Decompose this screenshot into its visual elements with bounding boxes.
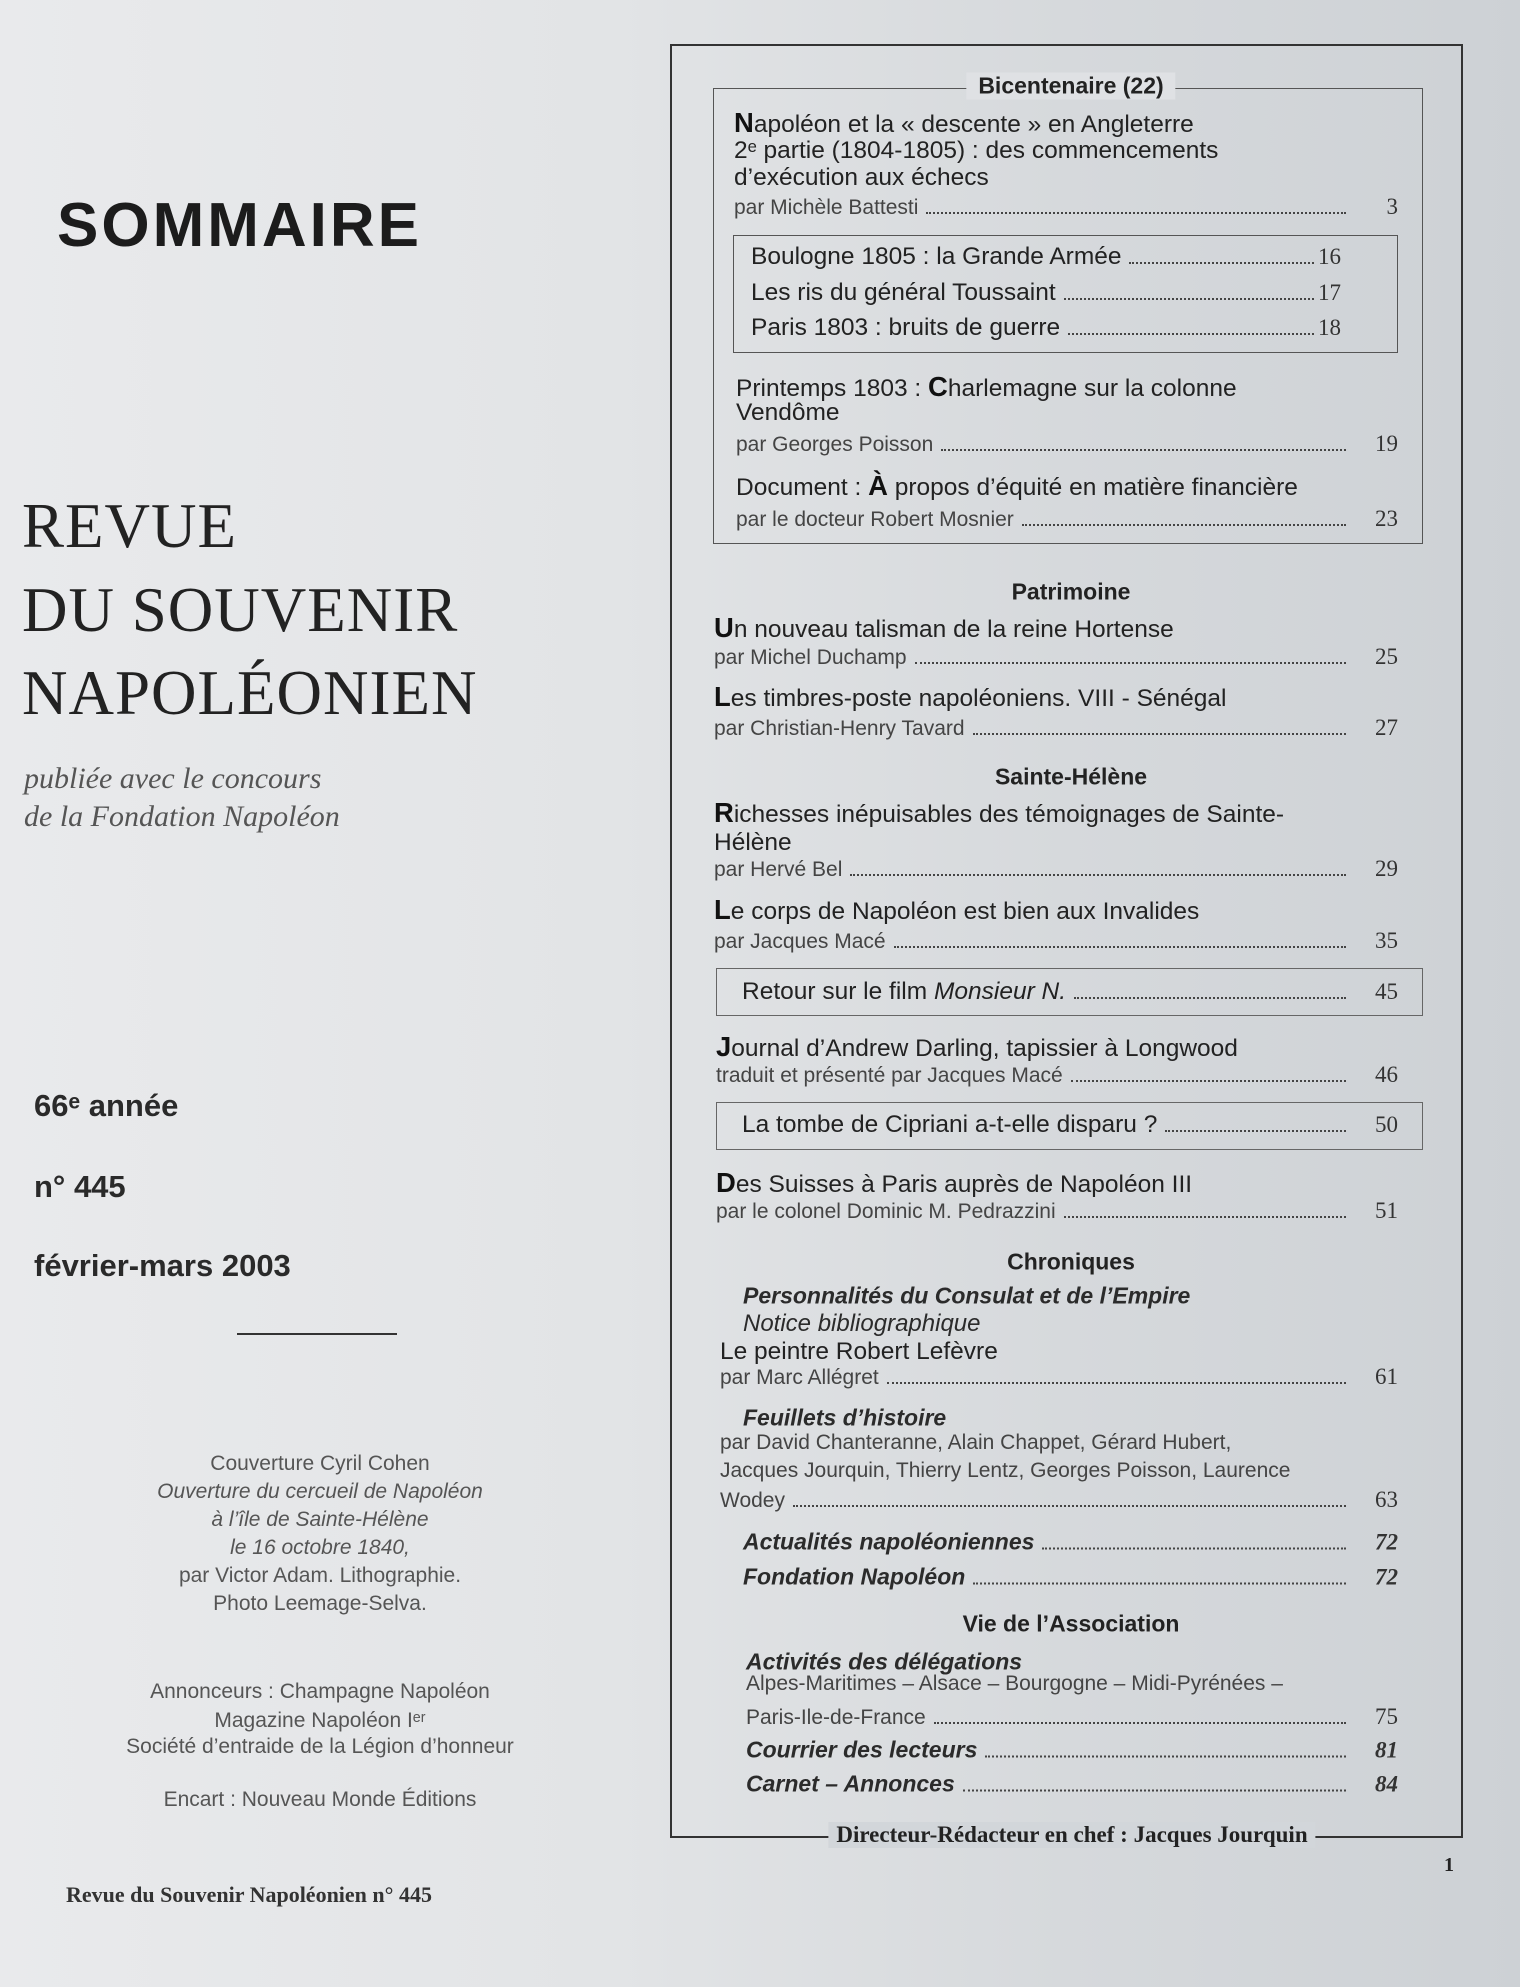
text-segment: par le colonel Dominic M. Pedrazzini bbox=[716, 1200, 1056, 1223]
page-number: 16 bbox=[1318, 244, 1341, 269]
text-segment: Personnalités du Consulat et de l’Empire bbox=[743, 1282, 1191, 1309]
page-number: 75 bbox=[1375, 1704, 1398, 1729]
drop-initial: L bbox=[714, 894, 731, 925]
toc-entry-text bbox=[714, 612, 1174, 644]
text-segment: Fondation Napoléon bbox=[743, 1563, 966, 1590]
entry-text bbox=[751, 279, 1056, 307]
entry-text bbox=[714, 858, 842, 882]
toc-entry-text bbox=[746, 1672, 1283, 1696]
entry-text bbox=[720, 1338, 998, 1366]
entry-text bbox=[742, 1111, 1157, 1139]
page-number: 61 bbox=[1375, 1364, 1398, 1389]
toc-entry-link[interactable] bbox=[743, 1564, 1398, 1591]
leader-dots bbox=[934, 1722, 1346, 1724]
text-segment: par Christian-Henry Tavard bbox=[714, 717, 965, 740]
leader-dots bbox=[887, 1382, 1346, 1384]
page-number: 3 bbox=[1386, 194, 1398, 219]
toc-entry-text bbox=[714, 797, 1284, 829]
toc-entry-link[interactable] bbox=[746, 1737, 1398, 1764]
section-heading: Sainte-Hélène bbox=[994, 763, 1148, 790]
page-number: 50 bbox=[1375, 1112, 1398, 1137]
entry-text bbox=[734, 137, 1218, 165]
advertiser-line: Magazine Napoléon Iᵉʳ bbox=[214, 1709, 426, 1732]
entry-text bbox=[714, 829, 792, 857]
cover-credit-line: Ouverture du cercueil de Napoléon bbox=[157, 1480, 483, 1503]
text-segment: es Suisses à Paris auprès de Napoléon III bbox=[735, 1171, 1193, 1198]
text-segment: Wodey bbox=[720, 1489, 785, 1512]
leader-dots bbox=[985, 1756, 1346, 1758]
text-segment: apoléon et la « descente » en Angleterre bbox=[753, 111, 1194, 138]
toc-entry-text bbox=[734, 107, 1194, 139]
entry-text bbox=[716, 1167, 1192, 1199]
page-number: 1 bbox=[1444, 1854, 1454, 1876]
entry-text bbox=[736, 399, 840, 427]
entry-text bbox=[734, 164, 989, 192]
toc-entry-link[interactable] bbox=[751, 243, 1341, 271]
drop-initial: U bbox=[714, 612, 734, 643]
text-segment: ichesses inépuisables des témoignages de Sainte- bbox=[733, 801, 1285, 828]
page-number: 23 bbox=[1375, 506, 1398, 531]
text-segment: Jacques Jourquin, Thierry Lentz, Georges Poisson, Laurence bbox=[720, 1459, 1291, 1482]
toc-entry-link[interactable] bbox=[736, 431, 1398, 457]
entry-text bbox=[751, 314, 1060, 342]
running-footer: Revue du Souvenir Napoléonien n° 445 bbox=[66, 1882, 432, 1907]
toc-entry-text bbox=[743, 1405, 946, 1432]
leader-dots bbox=[1064, 1216, 1346, 1218]
leader-dots bbox=[973, 733, 1346, 735]
drop-initial: D bbox=[716, 1167, 736, 1198]
leader-dots bbox=[894, 946, 1346, 948]
text-segment: Monsieur N. bbox=[933, 978, 1067, 1005]
toc-entry-text bbox=[743, 1283, 1190, 1310]
entry-text bbox=[720, 1489, 785, 1513]
toc-entry-text bbox=[743, 1310, 981, 1338]
text-segment: Hélène bbox=[714, 829, 792, 856]
text-segment: Activités des délégations bbox=[746, 1648, 1023, 1675]
text-segment: 2ᵉ partie (1804-1805) : des commencements bbox=[734, 137, 1219, 164]
page-number: 29 bbox=[1375, 856, 1398, 881]
toc-entry-text bbox=[716, 1167, 1192, 1199]
entry-text bbox=[714, 612, 1174, 644]
entry-text bbox=[743, 1283, 1190, 1310]
toc-entry-link[interactable] bbox=[742, 1111, 1398, 1139]
page-number: 81 bbox=[1375, 1737, 1398, 1763]
journal-title-line: REVUE bbox=[22, 491, 237, 561]
drop-initial: L bbox=[714, 681, 731, 712]
toc-entry-link[interactable] bbox=[736, 506, 1398, 532]
text-segment: par Georges Poisson bbox=[736, 433, 934, 456]
toc-entry-text bbox=[714, 894, 1199, 926]
text-segment: par Hervé Bel bbox=[714, 858, 843, 881]
leader-dots bbox=[1022, 524, 1346, 526]
issue-date: février-mars 2003 bbox=[34, 1248, 291, 1283]
leader-dots bbox=[1042, 1548, 1346, 1550]
toc-entry-link[interactable] bbox=[714, 644, 1398, 670]
page-number: 46 bbox=[1375, 1062, 1398, 1087]
insert-note: Encart : Nouveau Monde Éditions bbox=[163, 1788, 477, 1811]
entry-text bbox=[720, 1459, 1290, 1483]
text-segment: Notice bibliographique bbox=[743, 1310, 981, 1337]
text-segment: Paris 1803 : bruits de guerre bbox=[751, 314, 1061, 341]
toc-entry-text bbox=[720, 1459, 1290, 1483]
editor-credit: Directeur-Rédacteur en chef : Jacques Jourquin bbox=[828, 1822, 1315, 1848]
entry-text bbox=[736, 508, 1014, 532]
section-heading: Chroniques bbox=[1007, 1248, 1135, 1275]
entry-text bbox=[720, 1431, 1231, 1455]
leader-dots bbox=[793, 1505, 1346, 1507]
text-segment: Alpes-Maritimes – Alsace – Bourgogne – Midi-Pyrénées – bbox=[746, 1672, 1283, 1695]
text-segment: Document : bbox=[736, 474, 869, 501]
toc-entry-link[interactable] bbox=[714, 856, 1398, 882]
drop-initial: J bbox=[716, 1031, 732, 1062]
toc-entry-link[interactable] bbox=[751, 314, 1341, 342]
toc-entry-link[interactable] bbox=[714, 715, 1398, 741]
toc-entry-text bbox=[734, 137, 1218, 165]
text-segment: Le peintre Robert Lefèvre bbox=[720, 1338, 998, 1365]
advertiser-line: Annonceurs : Champagne Napoléon bbox=[150, 1680, 490, 1703]
text-segment: par Jacques Macé bbox=[714, 930, 886, 953]
page-number: 63 bbox=[1375, 1487, 1398, 1512]
text-segment: Actualités napoléoniennes bbox=[743, 1528, 1035, 1555]
leader-dots bbox=[926, 212, 1346, 214]
leader-dots bbox=[973, 1583, 1346, 1585]
toc-entry-link[interactable] bbox=[746, 1704, 1398, 1730]
page-number: 17 bbox=[1318, 280, 1341, 305]
entry-text bbox=[714, 717, 965, 741]
text-segment: Printemps 1803 : bbox=[736, 375, 929, 402]
drop-initial: N bbox=[734, 107, 754, 138]
page-number: 84 bbox=[1375, 1771, 1398, 1797]
entry-text bbox=[743, 1405, 946, 1432]
entry-text bbox=[714, 681, 1227, 713]
text-segment: propos d’équité en matière financière bbox=[887, 474, 1298, 501]
cover-credit-line: Couverture Cyril Cohen bbox=[210, 1452, 430, 1475]
text-segment: Boulogne 1805 : la Grande Armée bbox=[751, 243, 1122, 270]
leader-dots bbox=[1074, 997, 1346, 999]
text-segment: e corps de Napoléon est bien aux Invalides bbox=[730, 898, 1200, 925]
toc-entry-text bbox=[720, 1338, 998, 1366]
text-segment: Vendôme bbox=[736, 399, 840, 426]
entry-text bbox=[716, 1064, 1063, 1088]
section-heading: Patrimoine bbox=[1011, 578, 1131, 605]
leader-dots bbox=[1068, 333, 1314, 335]
leader-dots bbox=[941, 449, 1346, 451]
journal-title-line: DU SOUVENIR bbox=[22, 575, 459, 645]
toc-entry-text bbox=[714, 681, 1227, 713]
drop-initial: R bbox=[714, 797, 734, 828]
entry-text bbox=[736, 433, 933, 457]
page-number: 72 bbox=[1375, 1529, 1398, 1555]
toc-entry-link[interactable] bbox=[720, 1487, 1398, 1513]
toc-entry-link[interactable] bbox=[716, 1198, 1398, 1224]
entry-text bbox=[743, 1564, 965, 1591]
toc-entry-link[interactable] bbox=[734, 194, 1398, 220]
toc-entry-link[interactable] bbox=[751, 279, 1341, 307]
drop-initial: C bbox=[928, 371, 948, 402]
entry-text bbox=[746, 1737, 977, 1764]
toc-entry-link[interactable] bbox=[720, 1364, 1398, 1390]
text-segment: es timbres-poste napoléoniens. VIII - Sénégal bbox=[730, 685, 1227, 712]
text-segment: ournal d’Andrew Darling, tapissier à Longwood bbox=[731, 1035, 1238, 1062]
toc-entry-link[interactable] bbox=[716, 1062, 1398, 1088]
entry-text bbox=[714, 646, 907, 670]
toc-entry-text bbox=[736, 470, 1298, 502]
toc-entry-link[interactable] bbox=[746, 1771, 1398, 1798]
cover-credit-line: le 16 octobre 1840, bbox=[230, 1536, 410, 1559]
leader-dots bbox=[1064, 298, 1314, 300]
page-number: 19 bbox=[1375, 431, 1398, 456]
toc-entry-text bbox=[734, 164, 989, 192]
cover-credit-line: Photo Leemage-Selva. bbox=[213, 1592, 427, 1615]
text-segment: Courrier des lecteurs bbox=[746, 1736, 978, 1763]
journal-title-line: NAPOLÉONIEN bbox=[22, 658, 478, 728]
cover-credit-line: par Victor Adam. Lithographie. bbox=[178, 1564, 462, 1587]
entry-text bbox=[716, 1031, 1238, 1063]
text-segment: par Michel Duchamp bbox=[714, 646, 907, 669]
page-number: 27 bbox=[1375, 715, 1398, 740]
entry-text bbox=[714, 930, 886, 954]
leader-dots bbox=[1129, 262, 1314, 264]
entry-text bbox=[736, 470, 1298, 502]
issue-year: 66ᵉ année bbox=[34, 1088, 179, 1123]
text-segment: Retour sur le film bbox=[742, 978, 934, 1005]
advertiser-line: Société d’entraide de la Légion d’honneur bbox=[126, 1735, 514, 1758]
drop-initial: À bbox=[868, 470, 888, 501]
page-number: 72 bbox=[1375, 1564, 1398, 1590]
section-heading: Bicentenaire (22) bbox=[966, 73, 1175, 100]
publisher-note: de la Fondation Napoléon bbox=[24, 800, 340, 833]
leader-dots bbox=[850, 874, 1346, 876]
page-number: 45 bbox=[1375, 979, 1398, 1004]
text-segment: Les ris du général Toussaint bbox=[751, 279, 1056, 306]
text-segment: d’exécution aux échecs bbox=[734, 164, 989, 191]
text-segment: par Michèle Battesti bbox=[734, 196, 919, 219]
page-number: 51 bbox=[1375, 1198, 1398, 1223]
leader-dots bbox=[1071, 1080, 1346, 1082]
text-segment: traduit et présenté par Jacques Macé bbox=[716, 1064, 1063, 1087]
text-segment: Paris-Ile-de-France bbox=[746, 1706, 926, 1729]
toc-entry-text bbox=[736, 399, 840, 427]
text-segment: Carnet – Annonces bbox=[746, 1770, 955, 1797]
entry-text bbox=[746, 1771, 955, 1798]
entry-text bbox=[714, 797, 1284, 829]
page-title: SOMMAIRE bbox=[57, 191, 422, 260]
toc-entry-text bbox=[720, 1431, 1231, 1455]
entry-text bbox=[720, 1366, 879, 1390]
entry-text bbox=[746, 1706, 926, 1730]
leader-dots bbox=[963, 1790, 1346, 1792]
issue-number: n° 445 bbox=[34, 1169, 126, 1204]
text-segment: n nouveau talisman de la reine Hortense bbox=[733, 616, 1174, 643]
section-heading: Vie de l’Association bbox=[962, 1610, 1180, 1637]
entry-text bbox=[743, 1310, 981, 1338]
entry-text bbox=[742, 978, 1066, 1006]
text-segment: par David Chanteranne, Alain Chappet, Gérard Hubert, bbox=[720, 1431, 1232, 1454]
entry-text bbox=[746, 1672, 1283, 1696]
text-segment: harlemagne sur la colonne bbox=[947, 375, 1237, 402]
text-segment: Feuillets d’histoire bbox=[743, 1404, 947, 1431]
entry-text bbox=[734, 196, 918, 220]
entry-text bbox=[716, 1200, 1056, 1224]
entry-text bbox=[743, 1529, 1034, 1556]
toc-entry-text bbox=[714, 829, 792, 857]
cover-credit-line: à l’île de Sainte-Hélène bbox=[211, 1508, 429, 1531]
page-number: 25 bbox=[1375, 644, 1398, 669]
page-number: 18 bbox=[1318, 315, 1341, 340]
entry-text bbox=[714, 894, 1199, 926]
toc-entry-link[interactable] bbox=[714, 928, 1398, 954]
text-segment: par le docteur Robert Mosnier bbox=[736, 508, 1014, 531]
entry-text bbox=[751, 243, 1121, 271]
leader-dots bbox=[915, 662, 1346, 664]
text-segment: La tombe de Cipriani a-t-elle disparu ? bbox=[742, 1111, 1158, 1138]
divider bbox=[237, 1333, 397, 1335]
text-segment: par Marc Allégret bbox=[720, 1366, 879, 1389]
publisher-note: publiée avec le concours bbox=[24, 762, 322, 795]
toc-entry-text bbox=[716, 1031, 1238, 1063]
leader-dots bbox=[1165, 1130, 1346, 1132]
page-number: 35 bbox=[1375, 928, 1398, 953]
entry-text bbox=[734, 107, 1194, 139]
toc-entry-link[interactable] bbox=[743, 1529, 1398, 1556]
toc-entry-link[interactable] bbox=[742, 978, 1398, 1006]
